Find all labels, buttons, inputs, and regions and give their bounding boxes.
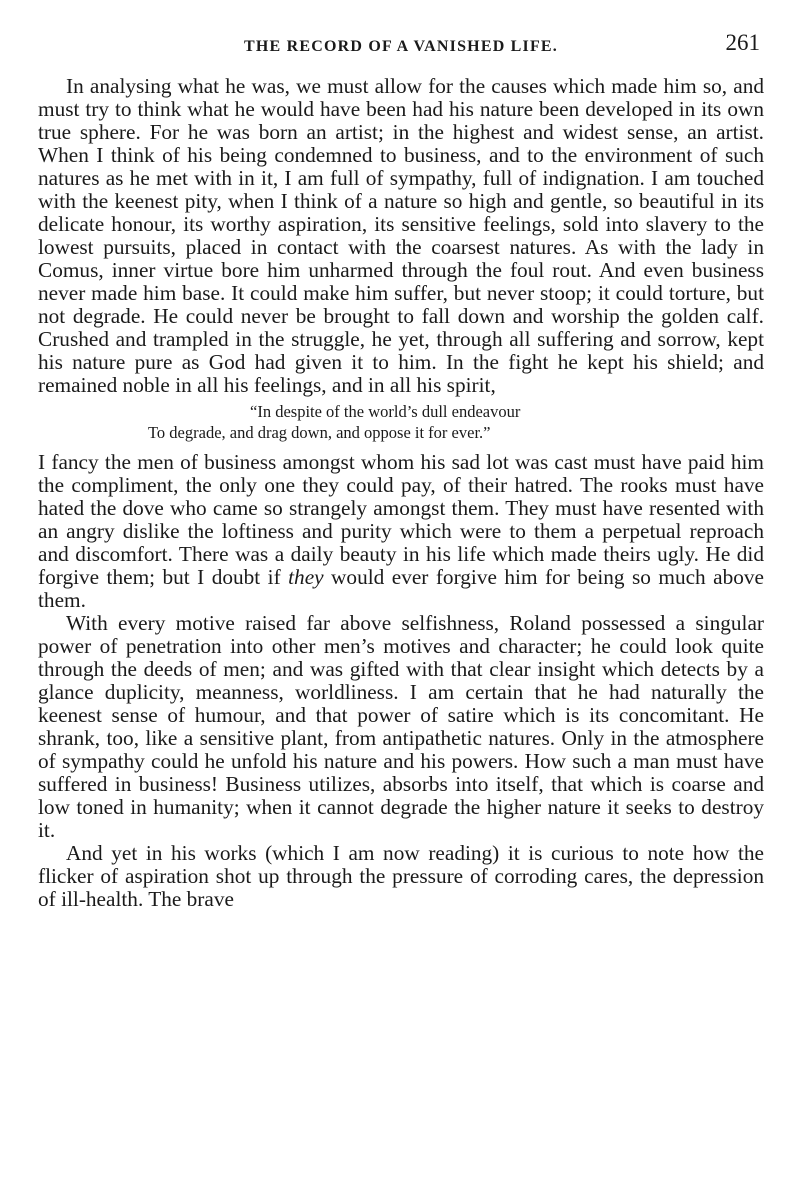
paragraph-4: And yet in his works (which I am now reading) it is curious to note how the flicker of aspiration shot up through the pressure of corroding cares, the depression of ill-health. The brave: [38, 841, 764, 911]
running-title: THE RECORD OF A VANISHED LIFE.: [244, 38, 558, 55]
page-number: 261: [725, 30, 760, 55]
quote-line-2: To degrade, and drag down, and oppose it for ever.”: [148, 423, 491, 442]
book-page: [38, 26, 764, 911]
paragraph-2-italic-word: they: [288, 565, 324, 589]
paragraph-2-text-a: I fancy the men of business amongst whom his sad lot was cast must have paid him the compliment, the only one they could pay, of their hatred. The rooks must have hated the dove who came so strangely amongst them. They must have resented with an angry dislike the loftiness and purity which were to them a perpetual reproach and discomfort. There was a daily beauty in his life which made theirs ugly. He did forgive them; but I doubt if: [38, 450, 764, 589]
page-header: [38, 26, 764, 58]
paragraph-2-text-b: would ever forgive him for being so much above them.: [38, 565, 764, 612]
paragraph-1: In analysing what he was, we must allow for the causes which made him so, and must try to think what he would have been had his nature been developed in its own true sphere. For he was born an artist; in the highest and widest sense, an artist. When I think of his being condemned to business, and to the environment of such natures as he met with in it, I am full of sympathy, full of indignation. I am touched with the keenest pity, when I think of a nature so high and gentle, so beautiful in its delicate honour, its worthy aspiration, its sensitive feelings, sold into slavery to the lowest pursuits, placed in contact with the coarsest natures. As with the lady in Comus, inner virtue bore him unharmed through the foul rout. And even business never made him base. It could make him suffer, but never stoop; it could torture, but not degrade. He could never be brought to fall down and worship the golden calf. Crushed and trampled in the struggle, he yet, through all suffering and sorrow, kept his nature pure as God had given it to him. In the fight he kept his shield; and remained noble in all his feelings, and in all his spirit,: [38, 74, 764, 397]
verse-quotation: [38, 401, 764, 443]
paragraph-3: With every motive raised far above selfishness, Roland possessed a singular power of penetration into other men’s motives and character; he could look quite through the deeds of men; and was gifted with that clear insight which detects by a glance duplicity, meanness, worldliness. I am certain that he had naturally the keenest sense of humour, and that power of satire which is its concomitant. He shrank, too, like a sensitive plant, from antipathetic natures. Only in the atmosphere of sympathy could he unfold his nature and his powers. How such a man must have suffered in business! Business utilizes, absorbs into itself, that which is coarse and low toned in humanity; when it cannot degrade the higher nature it seeks to destroy it.: [38, 611, 764, 842]
paragraph-2: [38, 451, 764, 612]
quote-line-1: “In despite of the world’s dull endeavour: [250, 402, 521, 421]
